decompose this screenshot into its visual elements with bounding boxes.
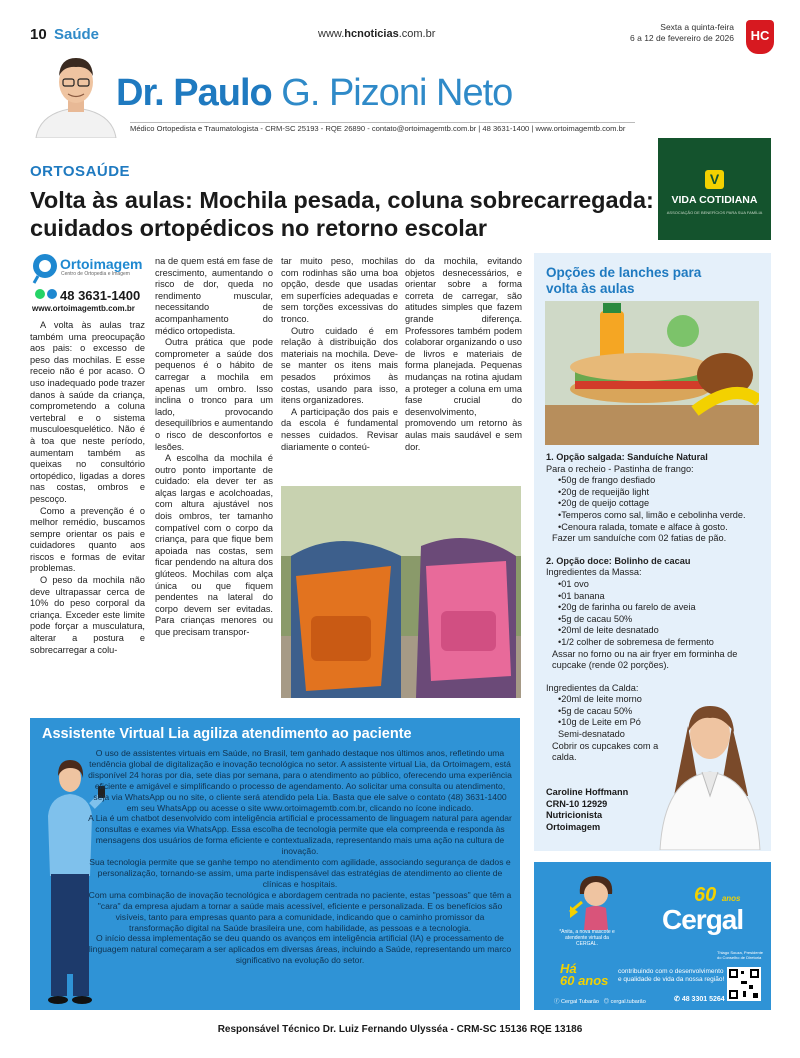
page-number: 10 (30, 26, 47, 43)
recipe-1-ingredients (546, 475, 758, 533)
paragraph: Como a prevenção é o melhor remédio, buscamos sempre orientar os pais e cuidadores quanto aos riscos e formas de evitar problemas. (30, 505, 145, 574)
author-name-bold: Dr. Paulo (116, 72, 272, 114)
nutritionist-crn: CRN-10 12929 (546, 798, 608, 809)
list-item: • 01 banana (546, 591, 758, 603)
instagram-icon[interactable]: ◎ (603, 999, 610, 1005)
author-photo (30, 46, 122, 138)
paragraph: Com uma combinação de inovação tecnológica e abordagem centrada no paciente, estas "pessoas" que têm a "cara" da empresa ajudam a tornar a saúde mais acessível, eficiente e personalizada. E os benefícios são visíveis, tanto para empresas quanto para a comunidade, indicando que o caminho promissor da transformação digital na Saúde brasileira une, com habilidade, as pessoas e a tecnologia. (88, 889, 512, 933)
date-line-2: 6 a 12 de fevereiro de 2026 (630, 33, 734, 43)
whatsapp-icon (34, 286, 58, 304)
cergal-instagram[interactable]: cergal.tubarão (610, 999, 646, 1005)
recipe-2-instructions: Assar no forno ou na air fryer em forminha de cupcake (rende 02 porções). (552, 648, 738, 671)
cergal-logo-text: Cergal (662, 904, 744, 935)
paragraph: O início dessa implementação se deu quando os avanços em inteligência artificial (IA) e processamento de linguagem natural começaram a ser aplicados em diversas áreas, incluindo a Saúde, representando um marco significativo na evolução do setor. (88, 933, 512, 966)
list-item: • Cenoura ralada, tomate e alface à gosto. (546, 522, 758, 534)
vida-title: VIDA COTIDIANA (671, 194, 758, 206)
lia-box-text (88, 748, 512, 966)
paragraph: tar muito peso, mochilas com rodinhas são uma boa opção, desde que usadas em superfícies adequadas e sem torções excessivas do tronco. (281, 256, 398, 324)
vida-subtitle: ASSOCIAÇÃO DE BENEFÍCIOS PARA SUA FAMÍLIA (666, 210, 763, 215)
recipe-1-intro: Para o recheio - Pastinha de frango: (546, 463, 694, 474)
nutritionist-org: Ortoimagem (546, 821, 601, 832)
list-item: • 01 ovo (546, 579, 758, 591)
paragraph: Outro cuidado é em relação à distribuição dos materiais na mochila. Deve-se manter os itens mais pesados próximos às costas, usando para isso, itens organizadores. (281, 325, 398, 406)
list-item: • 1/2 colher de sobremesa de fermento (546, 637, 758, 649)
vida-cotidiana-ad[interactable] (658, 138, 771, 240)
qr-code-icon[interactable] (727, 967, 761, 1001)
ortoimagem-phone: 48 3631-1400 (60, 288, 141, 303)
paragraph: A escolha da mochila é outro ponto importante de cuidado: ela dever ter as alças largas e acolchoadas, com altura ajustável nos dois ombros, ter tamanho compatível com o corpo da criança, para que fique bem apoiada nas costas, sem ficar pendendo na altura dos glúteos. Mochilas com alça única ou que fiquem pendentes na lateral do corpo devem ser evitadas. Para crianças menores ou que precisam transpor- (155, 453, 273, 637)
paragraph: do da mochila, evitando objetos desnecessários, e orientar sobre a forma correta de carregar, são atitudes simples que fazem grande diferença. Professores também podem colaborar organizando o uso de livros e materiais de forma planejada. Pequenas mudanças na rotina ajudam a proteger a coluna em uma fase crucial do desenvolvimento, promovendo um retorno às aulas mais saudável e sem dor. (405, 256, 522, 452)
paragraph: A Lia é um chatbot desenvolvido com inteligência artificial e processamento de linguagem natural para agendar consultas e exames via WhatsApp. Essa escolha de tecnologia permite que ela compreenda e responda às mensagens dos usuários de forma eficiente e contextualizada, representando mais uma ação na cultura de inovação. (88, 813, 512, 857)
ortoimagem-website: www.ortoimagemtb.com.br (32, 304, 135, 313)
ortoimagem-name: Ortoimagem (60, 256, 143, 272)
section-label: Saúde (54, 26, 100, 43)
cergal-phone-number: 48 3301 5264 (681, 996, 725, 1003)
list-item: • 20ml de leite morno (546, 694, 664, 706)
cergal-president-caption: Thiago Souza, Presidente do Conselho de Diretoria (717, 950, 764, 960)
nutritionist-photo (650, 696, 770, 850)
paragraph: na de quem está em fase de crescimento, aumentando o risco de dor, queda no rendimento muscular, necessitando de acompanhamento do médico ortopedista. (155, 256, 273, 336)
cergal-phone (674, 995, 725, 1003)
url-suffix: .com.br (398, 28, 436, 40)
recipe-2-ingredients (546, 579, 758, 649)
page-footer: Responsável Técnico Dr. Luiz Fernando Ulysséa - CRM-SC 15136 RQE 13186 (217, 1024, 583, 1035)
article-kicker: ORTOSAÚDE (30, 163, 131, 180)
recipe-2-intro: Ingredientes da Massa: (546, 567, 642, 578)
list-item: • 20g de queijo cottage (546, 498, 758, 510)
paragraph: A volta às aulas traz também uma preocupação aos pais: o excesso de peso das mochilas. E esse receio não é por acaso. O uso inadequado pode trazer danos à saúde da criança, comprometendo a coluna vertebral e o sistema musculoesquelético. Não é à toa que neste período, aumentam também as queixas no consultório ortopédico, ligadas a dores nas costas, ombros e pescoço. (30, 320, 145, 504)
recipe-2-title: 2. Opção doce: Bolinho de cacau (546, 555, 691, 566)
cergal-mascot-caption: *Anita, a nova mascote e atendente virtual da CERGAL. (559, 929, 615, 947)
list-item: • 20ml de leite desnatado (546, 625, 758, 637)
url-brand: hcnoticias (344, 28, 399, 40)
author-name (116, 72, 512, 115)
nutritionist-name: Caroline Hoffmann (546, 787, 629, 797)
recipe-3-intro: Ingredientes da Calda: (546, 682, 639, 693)
article-column-4 (405, 256, 522, 453)
list-item: • 20g de farinha ou farelo de aveia (546, 602, 758, 614)
nutritionist-role: Nutricionista (546, 810, 603, 821)
cergal-ha-60-anos (560, 963, 608, 987)
hc-logo: HC (746, 20, 774, 54)
author-credentials: Médico Ortopedista e Traumatologista - CRM-SC 25193 - RQE 26890 - contato@ortoimagemtb.com.br | 48 3631-1400 | www.ortoimagemtb.com.br (130, 122, 635, 133)
paragraph: Outra prática que pode comprometer a saúde dos pequenos é o hábito de carregar a mochila em apenas um ombro. Isso inclina o tronco para um lado, provocando desequilíbrios e aumentando o risco de desconfortos e lesões. (155, 337, 273, 452)
vida-logo-icon: V (705, 170, 724, 189)
url-prefix: www. (318, 28, 345, 40)
list-item: • 5g de cacau 50% (546, 706, 664, 718)
snack-sidebar-title (546, 265, 706, 297)
edition-date (630, 22, 734, 44)
list-item: • 20g de requeijão light (546, 487, 758, 499)
paragraph: O uso de assistentes virtuais em Saúde, no Brasil, tem ganhado destaque nos últimos anos, refletindo uma tendência global de digitalização e inovação tecnológica no setor. A assistente virtual Lia, da Ortoimagem, está disponível 24 horas por dia, sete dias por semana, para o atendimento ao público, oferecendo uma experiência eficiente e amigável e simplificando o processo de agendamento. Ao solicitar uma consulta ou atendimento, seja via WhatsApp ou no site, o cliente será atendido pela Lia. Basta que ele salve o contato (48) 3631-1400 em seu WhatsApp ou acesse o site www.ortoimagemtb.com.br, clicando no ícone indicado. (88, 748, 512, 813)
cergal-ha: Há (560, 961, 577, 976)
recipe-1-title: 1. Opção salgada: Sanduíche Natural (546, 452, 708, 462)
whatsapp-icon: ✆ (674, 996, 680, 1003)
recipe-3-ingredients (546, 694, 664, 740)
ortoimagem-logo-icon (30, 252, 60, 284)
article-column-2 (155, 256, 273, 639)
list-item: • Temperos como sal, limão e cebolinha verde. (546, 510, 758, 522)
cergal-60-number: 60 (694, 884, 717, 906)
paragraph: Sua tecnologia permite que se ganhe tempo no atendimento com agilidade, associando segurança de dados e personalização, tornando-se assim, uma parte indispensável das estratégias de atendimento ao cliente de clínicas e hospitais. (89, 857, 511, 889)
list-item: • 50g de frango desfiado (546, 475, 758, 487)
cergal-tagline: contribuindo com o desenvolvimento e qualidade de vida da nossa região! (618, 968, 725, 983)
cergal-social (554, 997, 646, 1005)
list-item: • 5g de cacau 50% (546, 614, 758, 626)
author-name-rest: G. Pizoni Neto (271, 72, 513, 114)
date-line-1: Sexta a quinta-feira (660, 22, 734, 32)
site-url[interactable] (318, 28, 435, 40)
article-title: Volta às aulas: Mochila pesada, coluna sobrecarregada: cuidados ortopédicos no retorno escolar (30, 187, 654, 241)
ortoimagem-ad[interactable] (30, 252, 148, 314)
cergal-60-word: anos (721, 894, 741, 903)
recipe-3-instructions: Cobrir os cupcakes com a calda. (552, 740, 659, 763)
recipe-1-instructions: Fazer um sanduíche com 02 fatias de pão. (552, 533, 727, 544)
article-column-3 (281, 256, 398, 453)
paragraph: A participação dos pais e da escola é fundamental nesses cuidados. Revisar diariamente o conteú- (281, 406, 398, 452)
snacks-photo (545, 301, 759, 445)
facebook-icon[interactable]: ⓕ (554, 999, 560, 1005)
cergal-mascot-illustration (568, 872, 624, 932)
article-column-1 (30, 320, 145, 656)
lia-box-title: Assistente Virtual Lia agiliza atendimento ao paciente (42, 726, 412, 742)
sidebar-title-text: Opções de lanches para volta às aulas (546, 265, 702, 296)
ortoimagem-subtitle: Centro de Ortopedia e Imagem (61, 271, 130, 277)
paragraph: O peso da mochila não deve ultrapassar cerca de 10% do peso corporal da criança. Exceder este limite pode forçar a musculatura, alterar a postura e sobrecarregar a colu- (30, 575, 145, 655)
cergal-facebook[interactable]: Cergal Tubarão (561, 999, 599, 1005)
cergal-ha-years: 60 anos (560, 973, 609, 988)
nutritionist-signature (546, 787, 628, 833)
children-backpacks-photo (281, 486, 521, 698)
list-item: • 10g de Leite em Pó Semi-desnatado (546, 717, 664, 740)
